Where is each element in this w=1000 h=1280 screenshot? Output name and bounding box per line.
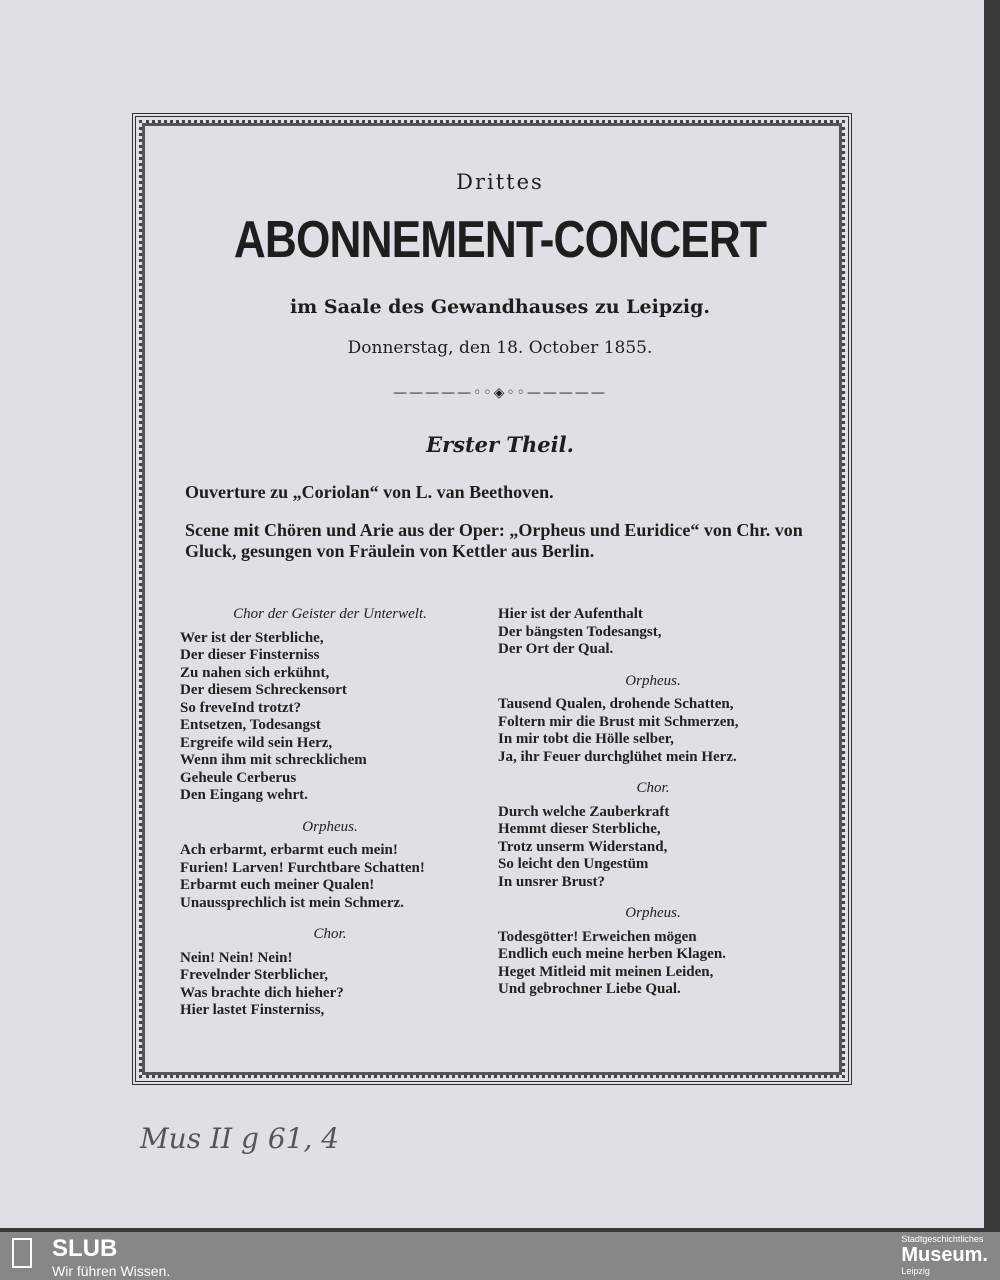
part-heading: Erster Theil.	[426, 432, 574, 457]
concert-date: Donnerstag, den 18. October 1855.	[347, 338, 653, 358]
verse-line: Und gebrochner Liebe Qual.	[498, 981, 681, 997]
partner-top: Stadtgeschichtliches	[901, 1234, 984, 1244]
partner-city: Leipzig	[901, 1266, 930, 1276]
verse-line: Wenn ihm mit schrecklichem	[180, 752, 367, 768]
verse-line: Zu nahen sich erkühnt,	[180, 664, 330, 681]
section-heading: Chor der Geister der Unterwelt.	[233, 606, 427, 622]
verse-line: Trotz unserm Widerstand,	[498, 838, 668, 855]
page-title: ABONNEMENT-CONCERT	[233, 211, 767, 269]
verse-line: Foltern mir die Brust mit Schmerzen,	[498, 713, 739, 730]
section-heading: Orpheus.	[625, 905, 681, 921]
partner-block	[901, 1234, 988, 1276]
verse-line: Der diesem Schreckensort	[180, 682, 347, 698]
verse-line: Unaussprechlich ist mein Schmerz.	[180, 894, 404, 911]
venue: im Saale des Gewandhauses zu Leipzig.	[289, 296, 711, 318]
verse-line: Furien! Larven! Furchtbare Schatten!	[180, 859, 425, 876]
verse-line: So freveInd trotzt?	[180, 699, 302, 716]
verse-line: Durch welche Zauberkraft	[498, 803, 670, 820]
title-prefix: Drittes	[456, 170, 544, 194]
verse-line: Tausend Qualen, drohende Schatten,	[498, 696, 734, 712]
verse-line: Was brachte dich hieher?	[180, 984, 344, 1001]
verse-line: Ach erbarmt, erbarmt euch mein!	[180, 842, 398, 858]
tagline: Wir führen Wissen.	[52, 1263, 171, 1279]
verse-line: So leicht den Ungestüm	[498, 856, 649, 872]
footer-bar	[0, 1232, 1000, 1280]
verse-line: Entsetzen, Todesangst	[180, 717, 321, 733]
verse-line: Erbarmt euch meiner Qualen!	[180, 877, 375, 893]
section-heading: Chor.	[313, 926, 347, 942]
verse-line: Ja, ihr Feuer durchglühet mein Herz.	[498, 748, 737, 765]
slub-logo-icon	[12, 1238, 32, 1268]
verse-line: Todesgötter! Erweichen mögen	[498, 928, 697, 945]
verse-line: Wer ist der Sterbliche,	[180, 629, 324, 646]
verse-line: Nein! Nein! Nein!	[180, 949, 293, 966]
verse-line: Hier ist der Aufenthalt	[498, 606, 643, 622]
brand[interactable]: SLUB	[52, 1235, 118, 1262]
verse-line: Der Ort der Qual.	[498, 641, 614, 657]
verse-line: Der dieser Finsterniss	[180, 647, 320, 663]
shelfmark: Mus II g 61, 4	[140, 1122, 340, 1155]
verse-line: Der bängsten Todesangst,	[498, 623, 662, 640]
right-column	[498, 606, 808, 999]
verse-line: Frevelnder Sterblicher,	[180, 967, 329, 983]
verse-line: In mir tobt die Hölle selber,	[498, 731, 674, 747]
verse-line: Heget Mitleid mit meinen Leiden,	[498, 963, 714, 980]
left-column	[180, 606, 480, 1020]
verse-line: Hier lastet Finsterniss,	[180, 1002, 325, 1018]
verse-line: Den Eingang wehrt.	[180, 787, 308, 803]
verse-line: Ergreife wild sein Herz,	[180, 734, 333, 751]
divider-ornament: —————◦◦◈◦◦—————	[393, 385, 607, 401]
verse-line: Geheule Cerberus	[180, 769, 297, 786]
verse-line: Hemmt dieser Sterbliche,	[498, 821, 661, 837]
section-heading: Orpheus.	[625, 672, 681, 689]
section-heading: Orpheus.	[302, 818, 358, 835]
verse-line: Endlich euch meine herben Klagen.	[498, 946, 726, 962]
program-item: Ouverture zu „Coriolan“ von L. van Beethoven.	[185, 482, 554, 502]
partner-logo[interactable]: Museum.	[901, 1244, 988, 1266]
section-heading: Chor.	[636, 780, 670, 796]
verse-line: In unsrer Brust?	[498, 873, 605, 890]
program-item: Scene mit Chören und Arie aus der Oper: „Orpheus und Euridice“ von Chr. von Gluck, gesungen von Fräulein von Kettler aus Berlin.	[185, 520, 803, 561]
